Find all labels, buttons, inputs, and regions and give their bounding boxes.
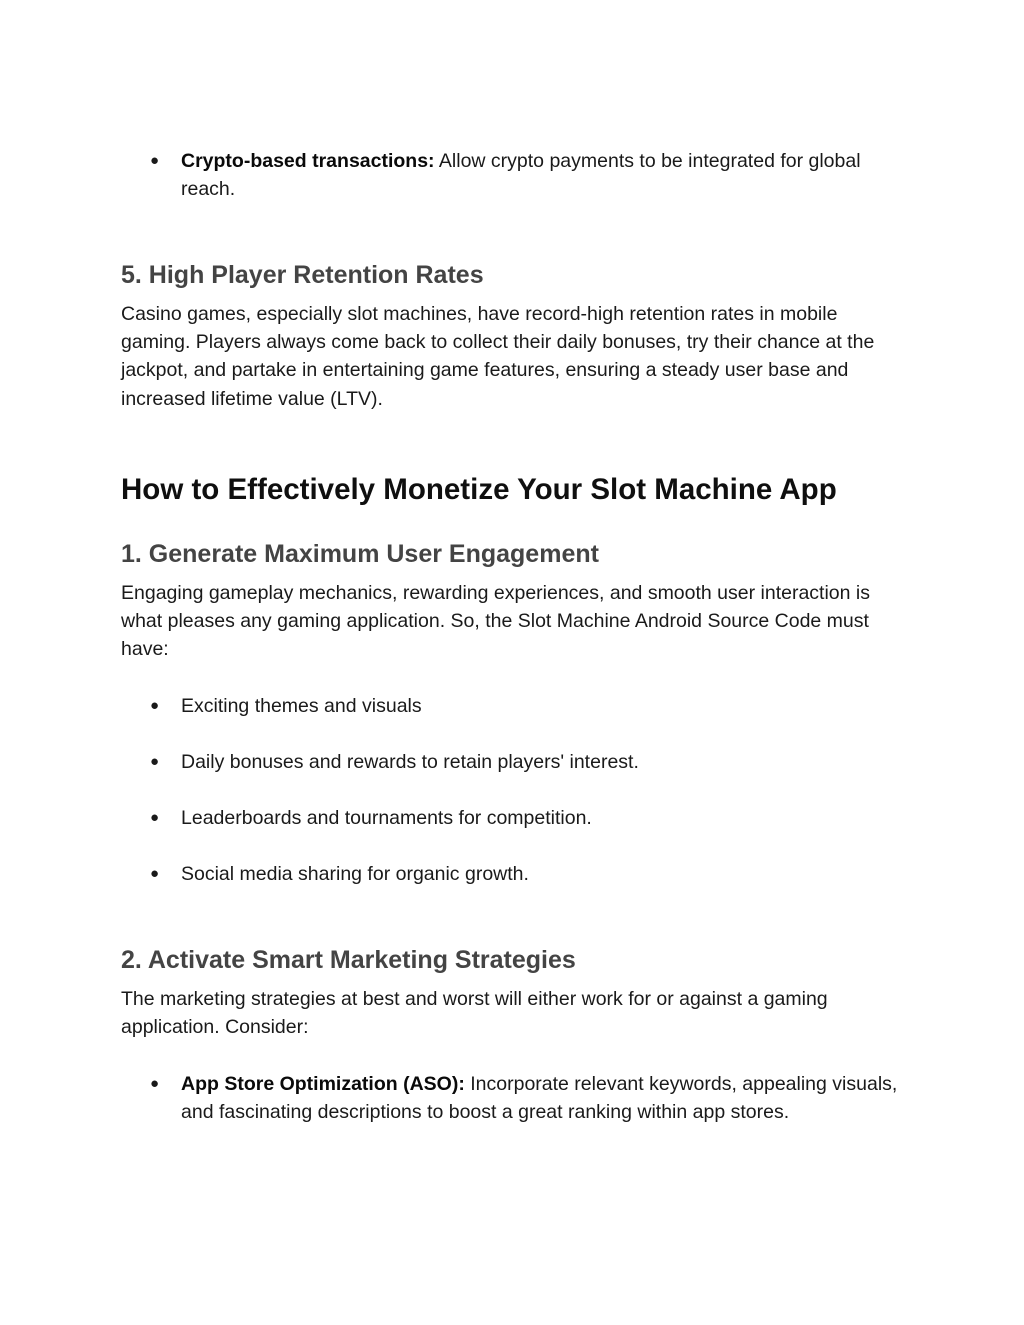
list-item-body: Incorporate relevant keywords, appealing visuals, and fascinating descriptions to boost a great ranking within app stores. xyxy=(181,1073,898,1124)
section-paragraph xyxy=(121,985,911,1041)
list-item xyxy=(150,748,910,776)
bullet-icon: ● xyxy=(150,809,160,826)
list-item-bold: Crypto-based transactions: xyxy=(181,150,435,172)
section-paragraph xyxy=(121,300,911,413)
section-heading xyxy=(121,260,911,290)
bullet-icon: ● xyxy=(150,865,160,882)
list-item-text: Social media sharing for organic growth. xyxy=(181,863,529,885)
section-heading-text: 2. Activate Smart Marketing Strategies xyxy=(121,946,576,974)
section-heading-text: 1. Generate Maximum User Engagement xyxy=(121,540,599,568)
paragraph-text: Casino games, especially slot machines, have record-high retention rates in mobile gaming. Players always come back to collect their daily bonuses, try their chance at the jackpot, and partake in entertaining game features, ensuring a steady user base and increased lifetime value (LTV). xyxy=(121,303,875,410)
list-item xyxy=(150,804,910,832)
list-item xyxy=(150,692,910,720)
section-heading xyxy=(121,539,911,569)
list-item xyxy=(150,860,910,888)
section-heading xyxy=(121,945,911,975)
list-item-text xyxy=(181,1070,910,1126)
list-item-body: Allow crypto payments to be integrated for global reach. xyxy=(181,150,861,201)
paragraph-text: The marketing strategies at best and worst will either work for or against a gaming application. Consider: xyxy=(121,988,828,1039)
list-item xyxy=(150,147,910,203)
section-paragraph xyxy=(121,579,911,664)
list-item-text: Leaderboards and tournaments for competition. xyxy=(181,807,592,829)
list-item-text xyxy=(181,147,910,203)
section-heading-text: 5. High Player Retention Rates xyxy=(121,261,484,289)
list-item xyxy=(150,1070,910,1126)
list-item-text: Daily bonuses and rewards to retain players' interest. xyxy=(181,751,639,773)
list-item-text: Exciting themes and visuals xyxy=(181,695,422,717)
bullet-icon: ● xyxy=(150,1075,160,1092)
list-item-bold: App Store Optimization (ASO): xyxy=(181,1073,465,1095)
bullet-icon: ● xyxy=(150,152,160,169)
bullet-icon: ● xyxy=(150,697,160,714)
main-heading-text: How to Effectively Monetize Your Slot Machine App xyxy=(121,473,837,506)
paragraph-text: Engaging gameplay mechanics, rewarding experiences, and smooth user interaction is what pleases any gaming application. So, the Slot Machine Android Source Code must have: xyxy=(121,582,870,661)
bullet-icon: ● xyxy=(150,753,160,770)
main-heading xyxy=(121,473,921,507)
